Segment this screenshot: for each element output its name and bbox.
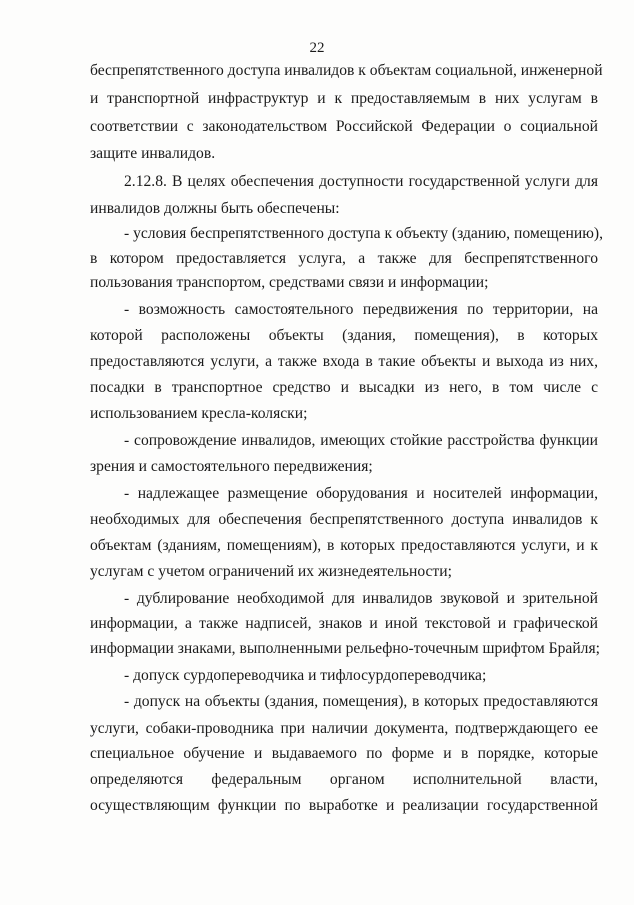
- text-line: посадки в транспортное средство и высадки из него, в том числе с: [90, 379, 598, 396]
- text-line: пользования транспортом, средствами связи и информации;: [90, 274, 489, 291]
- text-line: - допуск на объекты (здания, помещения), в которых предоставляются: [124, 693, 598, 710]
- text-line: которой расположены объекты (здания, помещения), в которых: [90, 327, 598, 344]
- text-line: определяются федеральным органом исполнительной власти,: [90, 771, 598, 788]
- text-line: - допуск сурдопереводчика и тифлосурдопереводчика;: [124, 667, 487, 684]
- text-line: осуществляющим функции по выработке и реализации государственной: [90, 797, 598, 814]
- text-line: - сопровождение инвалидов, имеющих стойкие расстройства функции: [124, 432, 598, 449]
- text-line: предоставляются услуги, а также входа в такие объекты и выхода из них,: [90, 353, 598, 370]
- text-line: и транспортной инфраструктур и к предоставляемым в них услугам в: [90, 90, 598, 107]
- text-line: объектам (зданиям, помещениям), в которых предоставляются услуги, и к: [90, 537, 598, 554]
- text-line: - надлежащее размещение оборудования и носителей информации,: [124, 485, 598, 502]
- text-line: в котором предоставляется услуга, а также для беспрепятственного: [90, 250, 598, 267]
- text-line: использованием кресла-коляски;: [90, 405, 308, 422]
- text-line: необходимых для обеспечения беспрепятственного доступа инвалидов к: [90, 511, 598, 528]
- text-line: услуги, собаки-проводника при наличии документа, подтверждающего ее: [90, 720, 598, 737]
- text-line: - возможность самостоятельного передвижения по территории, на: [124, 301, 598, 318]
- text-line: соответствии с законодательством Российской Федерации о социальной: [90, 118, 598, 135]
- text-line: услугам с учетом ограничений их жизнедеятельности;: [90, 563, 452, 580]
- page-number: 22: [309, 40, 325, 56]
- text-line: - условия беспрепятственного доступа к объекту (зданию, помещению),: [124, 225, 603, 242]
- text-line: защите инвалидов.: [90, 145, 216, 162]
- text-line: инвалидов должны быть обеспечены:: [90, 200, 340, 217]
- text-line: 2.12.8. В целях обеспечения доступности государственной услуги для: [124, 173, 598, 190]
- text-line: информации, а также надписей, знаков и иной текстовой и графической: [90, 615, 598, 632]
- text-line: информации знаками, выполненными рельефно-точечным шрифтом Брайля;: [90, 640, 600, 657]
- text-line: - дублирование необходимой для инвалидов звуковой и зрительной: [124, 590, 598, 607]
- text-line: беспрепятственного доступа инвалидов к объектам социальной, инженерной: [90, 62, 603, 79]
- text-line: специальное обучение и выдаваемого по форме и в порядке, которые: [90, 745, 598, 762]
- text-line: зрения и самостоятельного передвижения;: [90, 458, 373, 475]
